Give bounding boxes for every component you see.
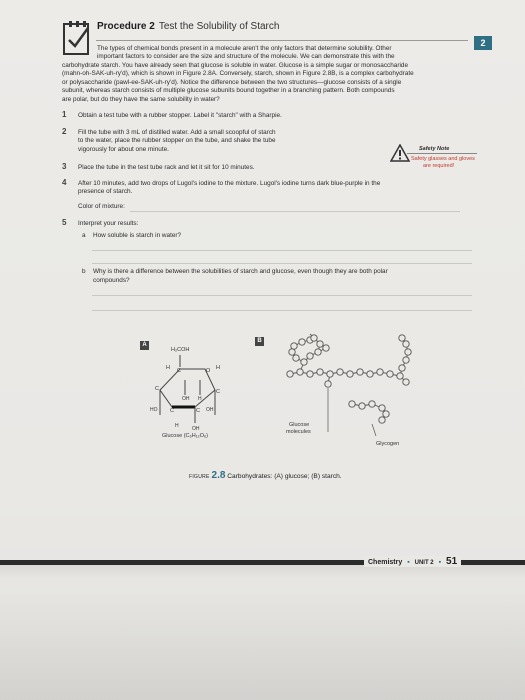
page-badge: 2 xyxy=(474,36,492,50)
page-number: 51 xyxy=(446,556,458,567)
glucose-formula-label: Glucose (C₆H₁₂O₆) xyxy=(162,433,209,439)
step-text: to the water, place the rubber stopper on the tube, and shake the tube xyxy=(78,137,276,144)
safety-note-title: Safety Note xyxy=(419,146,450,152)
intro-line: are polar, but do they have the same solubility in water? xyxy=(62,96,220,103)
footer-unit: UNIT 2 xyxy=(414,560,434,566)
safety-note-text: Safety glasses and gloves xyxy=(411,156,475,162)
svg-text:C: C xyxy=(196,408,200,414)
step-number: 1 xyxy=(62,110,67,119)
safety-note-rule xyxy=(407,153,477,154)
step-text: Place the tube in the test tube rack and let it sit for 10 minutes. xyxy=(78,164,255,171)
intro-line: important factors to consider are the size and structure of the molecule. We can demonstrate this with the xyxy=(97,53,395,60)
intro-line: or polysaccharide (pawl-ee-SAK-uh-ry'd). Notice the difference between the two structures—glucose consists of a single xyxy=(62,79,402,86)
step-number: 2 xyxy=(62,127,67,136)
sub-step-letter: b xyxy=(82,268,86,275)
footer-bullet: ▪ xyxy=(438,559,442,566)
glucose-molecules-label: molecules xyxy=(286,429,311,435)
safety-note xyxy=(405,145,473,175)
figure-number: 2.8 xyxy=(211,470,226,481)
safety-note-text: are required! xyxy=(423,163,455,169)
procedure-title: Procedure 2 Test the Solubility of Starch xyxy=(97,21,280,32)
color-answer-line[interactable] xyxy=(130,211,460,212)
footer-fade xyxy=(0,565,525,579)
svg-text:OH: OH xyxy=(206,407,214,413)
svg-text:C: C xyxy=(155,386,159,392)
page-shadow xyxy=(0,590,525,700)
svg-text:H: H xyxy=(166,365,170,371)
step-text: Interpret your results: xyxy=(78,220,139,227)
intro-line: The types of chemical bonds present in a molecule aren't the only factors that determine solubility. Other xyxy=(97,45,392,52)
svg-text:OH: OH xyxy=(192,426,200,430)
svg-text:H: H xyxy=(175,423,179,429)
panel-a-label: A xyxy=(140,341,149,350)
step-text: Fill the tube with 3 mL of distilled water. Add a small scoopful of starch xyxy=(78,129,276,136)
title-rule xyxy=(96,40,468,41)
question-b: Why is there a difference between the solubilities of starch and glucose, even though they are both polar xyxy=(93,268,388,275)
glucose-structure xyxy=(150,355,230,430)
svg-text:H: H xyxy=(198,396,202,402)
question-b: compounds? xyxy=(93,277,130,284)
answer-line-a[interactable] xyxy=(92,263,472,264)
svg-text:OH: OH xyxy=(182,396,190,402)
intro-line: (mahn-oh-SAK-uh-ry'd), which is shown in Figure 2.8A. Conversely, starch, shown in Figure 2.8B, is a complex carbohydrate xyxy=(62,70,414,77)
svg-text:C: C xyxy=(177,368,181,374)
answer-line-b[interactable] xyxy=(92,310,472,311)
h2coh-label: H₂COH xyxy=(171,347,190,353)
glycogen-label: Glycogen xyxy=(376,441,400,447)
footer-bullet: ▪ xyxy=(407,559,410,566)
step-text: vigorously for about one minute. xyxy=(78,146,169,153)
step-text: After 10 minutes, add two drops of Lugol's iodine to the mixture. Lugol's iodine turns dark blue-purple in the xyxy=(78,180,381,187)
panel-b-label: B xyxy=(255,337,264,346)
svg-text:C: C xyxy=(216,389,220,395)
question-a: How soluble is starch in water? xyxy=(93,232,182,239)
footer xyxy=(364,556,461,567)
svg-text:H: H xyxy=(216,365,220,371)
answer-line-a[interactable] xyxy=(92,250,472,251)
step-number: 3 xyxy=(62,162,67,171)
step-number: 5 xyxy=(62,218,67,227)
notebook-icon xyxy=(61,20,93,58)
svg-text:C: C xyxy=(170,408,174,414)
step-number: 4 xyxy=(62,178,67,187)
figure-caption xyxy=(189,470,342,481)
svg-text:O: O xyxy=(206,368,211,374)
footer-book: Chemistry xyxy=(368,559,403,566)
color-of-mixture-label: Color of mixture: xyxy=(78,203,125,210)
intro-line: subunit, whereas starch consists of multiple glucose subunits bound together in a branching pattern. Both compounds xyxy=(62,87,395,94)
svg-text:HO: HO xyxy=(150,407,158,413)
glucose-molecules-label: Glucose xyxy=(289,422,310,428)
figure-caption-text: Carbohydrates: (A) glucose; (B) starch. xyxy=(227,473,342,480)
sub-step-letter: a xyxy=(82,232,86,239)
intro-line: carbohydrate starch. You have already seen that glucose is soluble in water. Glucose is a simple sugar or monosaccharide xyxy=(62,62,408,69)
figure-caption-prefix: FIGURE xyxy=(189,474,210,480)
answer-line-b[interactable] xyxy=(92,295,472,296)
step-text: Obtain a test tube with a rubber stopper. Label it "starch" with a Sharpie. xyxy=(78,112,282,119)
step-text: presence of starch. xyxy=(78,188,133,195)
